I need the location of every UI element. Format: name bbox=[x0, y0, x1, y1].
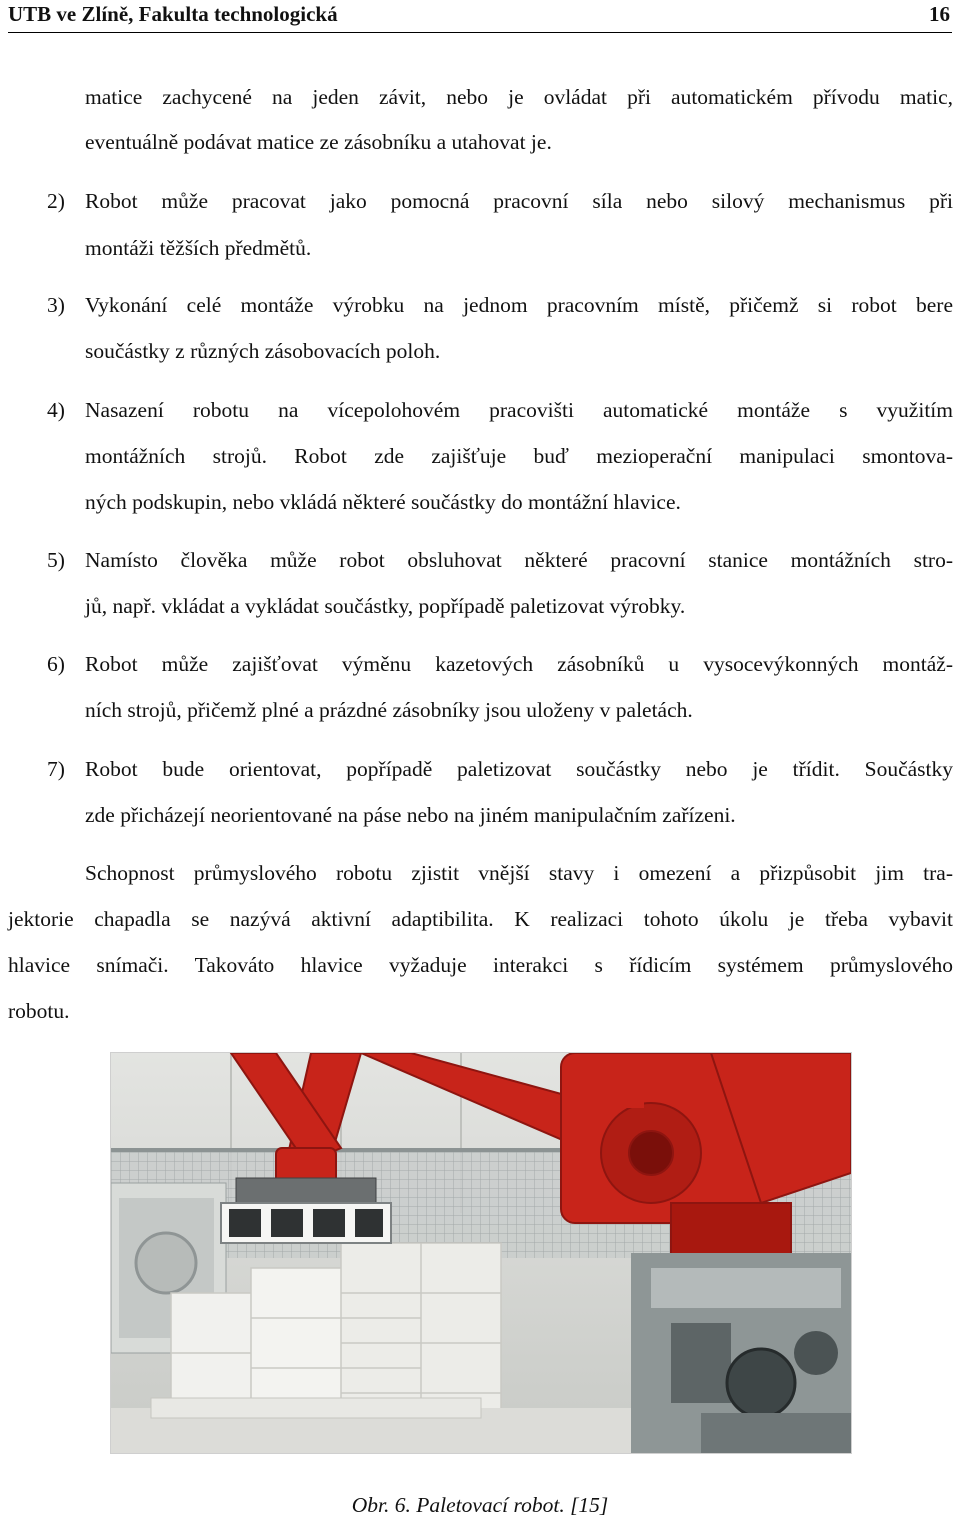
robot-photo bbox=[111, 1053, 851, 1453]
list-item-line: Robot může zajišťovat výměnu kazetových zásobníků u vysocevýkonných montáž- bbox=[85, 652, 953, 676]
paragraph-line: robotu. bbox=[8, 999, 70, 1023]
page-header bbox=[8, 0, 952, 28]
header-rule bbox=[8, 32, 952, 33]
list-number: 7) bbox=[47, 757, 65, 781]
list-item-line: ných podskupin, nebo vkládá některé součástky do montážní hlavice. bbox=[85, 490, 681, 514]
list-item-line: Vykonání celé montáže výrobku na jednom pracovním místě, přičemž si robot bere bbox=[85, 293, 953, 317]
list-item-line: montáži těžších předmětů. bbox=[85, 236, 312, 260]
list-item-line: Robot může pracovat jako pomocná pracovní síla nebo silový mechanismus při bbox=[85, 189, 953, 213]
paragraph-line: Schopnost průmyslového robotu zjistit vnější stavy i omezení a přizpůsobit jim tra- bbox=[85, 861, 953, 885]
list-item-line: Robot bude orientovat, popřípadě paletizovat součástky nebo je třídit. Součástky bbox=[85, 757, 953, 781]
page-number: 16 bbox=[929, 2, 950, 26]
text-line: eventuálně podávat matice ze zásobníku a utahovat je. bbox=[85, 130, 552, 154]
header-title: UTB ve Zlíně, Fakulta technologická bbox=[8, 2, 338, 26]
list-item-line: Namísto člověka může robot obsluhovat některé pracovní stanice montážních stro- bbox=[85, 548, 953, 572]
figure-caption: Obr. 6. Paletovací robot. [15] bbox=[351, 1493, 609, 1517]
list-item-line: montážních strojů. Robot zde zajišťuje buď mezioperační manipulaci smontova- bbox=[85, 444, 953, 468]
list-item-line: Nasazení robotu na vícepolohovém pracovišti automatické montáže s využitím bbox=[85, 398, 953, 422]
list-number: 4) bbox=[47, 398, 65, 422]
paragraph-line: jektorie chapadla se nazývá aktivní adaptibilita. K realizaci tohoto úkolu je třeba vybavit bbox=[8, 907, 953, 931]
list-item-line: zde přicházejí neorientované na páse nebo na jiném manipulačním zařízeni. bbox=[85, 803, 736, 827]
text-line: matice zachycené na jeden závit, nebo je ovládat při automatickém přívodu matic, bbox=[85, 85, 953, 109]
list-item-line: jů, např. vkládat a vykládat součástky, popřípadě paletizovat výrobky. bbox=[85, 594, 686, 618]
figure-palletizing-robot bbox=[110, 1052, 852, 1454]
list-number: 6) bbox=[47, 652, 65, 676]
paragraph-line: hlavice snímači. Takováto hlavice vyžaduje interakci s řídicím systémem průmyslového bbox=[8, 953, 953, 977]
list-item-line: ních strojů, přičemž plné a prázdné zásobníky jsou uloženy v paletách. bbox=[85, 698, 693, 722]
list-number: 5) bbox=[47, 548, 65, 572]
list-number: 2) bbox=[47, 189, 65, 213]
list-number: 3) bbox=[47, 293, 65, 317]
list-item-line: součástky z různých zásobovacích poloh. bbox=[85, 339, 441, 363]
